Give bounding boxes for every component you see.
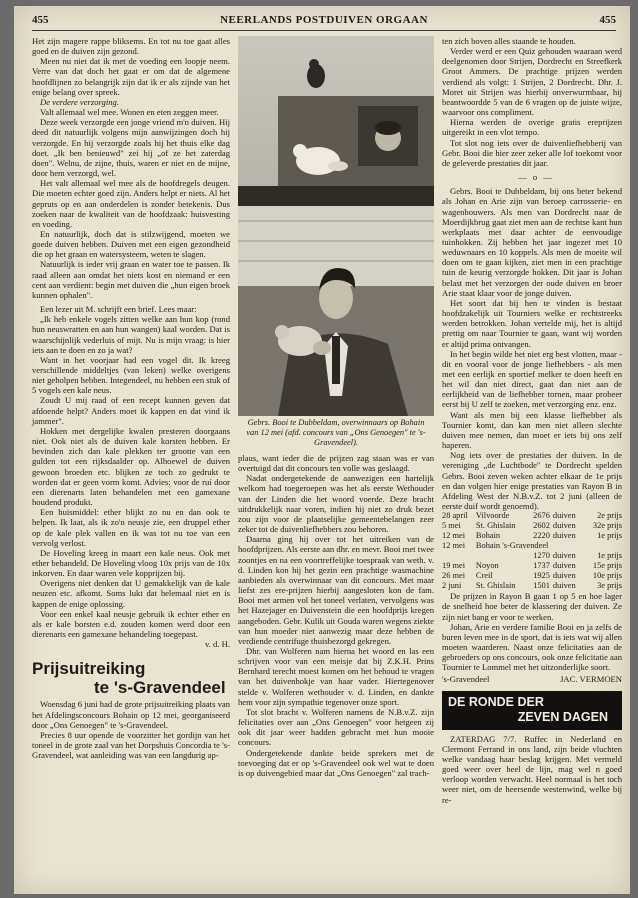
paragraph: En natuurlijk, doch dat is stilzwijgend, moeten we goede duiven hebben. Duiven met een eigen gezondheid die op het graan en watersysteem, weten te slagen. [32,228,230,260]
paragraph: Nog iets over de prestaties der duiven. In de vereniging „de Luchtbode" te Dordrecht spelden Gebrs. Booi zeven weken achter elkaar de 1e prijs en dan volgen hier enige prestaties van Rayon B in Afdeling West der N.B.v.Z. tot 2 juni (alleen de eerste duif wordt genoemd). [442,450,622,512]
paragraph: Daarna ging hij over tot het uitreiken van de hoofdprijzen. Als eerste aan dhr. en mevr. Booi met twee zoontjes en na een voortreffelijke toespraak van weth. v. d. Linden kon hij het gezin een prachtige wasmachine aanbieden als overwinnaar van dit concours. Met maar liefst zes ere-prijzen hierbij aangesloten kon de fam. Booi met armen vol het toneel verlaten, vervolgens was het Hazejager en Duivenstein die een hoofdprijs kregen aangeboden. Gebr. Kulik uit Gouda waren wegens ziekte van hun moeder niet aanwezig maar deze hebben de verdiende centrifuge thuisbezorgd gekregen. [238,534,434,646]
table-row [442,531,622,541]
results-unit: duiven [552,581,576,591]
magazine-page [14,6,630,894]
paragraph: Meen nu niet dat ik met de voeding een loopje neem. Verre van dat doch het gaat er om dat de algemene hoofdlijnen zo belangrijk zijn dat ik er als zijnde van het enige belang over spreek. [32,56,230,97]
paragraph: Tot slot bracht v. Wolferen namens de N.B.v.Z. zijn felicitaties over aan „Ons Genoegen" voor hetgeen zij ook dit jaar weer hadden gebracht met hun mooie concours. [238,706,434,748]
paragraph: Dhr. van Wolferen nam hierna het woord en las een schrijven voor van een meisje dat bij Z.K.H. Prins Bernhard terecht moest komen om het behoud te vragen van het duivenhokje van haar vader. Hiertegenover stelde v. Wolferen wethouder v. d. Linden, en dankte hem voor zijn sympathie tegenover onze sport. [238,645,434,707]
paragraph: Zoudt U mij raad of een recept kunnen geven dat afdoende helpt? Anders moet ik kappen en dat vind ik jammer". [32,395,230,426]
results-date: 26 mei [442,571,466,581]
signature-name: JAC. VERMOEN [560,674,622,685]
results-unit: duiven [552,571,576,581]
paragraph: In het begin wilde het niet erg best vlotten, maar - dit en vooral voor de jonge liefhebbers - als men met een eerlijk en sportief melker te doen heeft en het wil dan niet direct, gaat dan niet aan de eerlijkheid van de liefhebber tornen, maar probeer eerst bij U zelf te zoeken, met verzorging enz. enz. [442,348,622,410]
results-place: St. Ghislain [475,581,516,591]
section-separator: — o — [518,172,554,183]
paragraph: ten zich boven alles staande te houden. [442,36,576,46]
paragraph: Want in het voorjaar had een vogel dit. Ik kreeg verschillende middeltjes (van leken) welke overigens niet geholpen hebben. Integendeel, nu hebben een stuk of 5 vogels een kale neus. [32,354,230,396]
paragraph: Woensdag 6 juni had de grote prijsuitreiking plaats van het Afdelingsconcours Bohain op 12 mei, georganiseerd door „Ons Genoegen" te 's-Gravendeel. [32,699,230,730]
results-unit: duiven [552,511,576,521]
results-date: 28 april [442,511,468,521]
results-count: 1925 [533,571,550,581]
paragraph: Tot slot nog iets over de duivenliefhebberij van Gebr. Booi die hier zeer zeker alle lof toekomt voor de geleverde prestaties dit jaar. [442,137,622,168]
results-count: 1737 [533,561,550,571]
heading-line-1: Prijsuitreiking [32,659,146,679]
results-date: 19 mei [442,561,466,571]
results-count: 2220 [533,531,550,541]
results-count: 2602 [533,521,550,531]
results-count: 1501 [533,581,550,591]
paragraph: plaus, want ieder die de prijzen zag staan was er van overtuigd dat dit concours ten volle was geslaagd. [238,453,434,474]
paragraph: Overigens niet denken dat U gemakkelijk van de kale neuzen etc. afkomt. Soms lukt dat helemaal niet en is kappen de enige oplossing. [32,578,230,609]
paragraph: De prijzen in Rayon B gaan 1 op 5 en hoe lager de snelheid hoe beter de klassering der duiven. Ze zijn niet bang er voor te werken. [442,591,622,622]
results-place: Bohain 's-Gravendeel [475,541,549,551]
paragraph: ZATERDAG 7/7. Ruffec in Nederland en Clermont Ferrand in ons land, zijn beide vluchten welke vandaag haar beslag krijgen. Met vermeld goed weer over heel de lijn, mag wel n goed verloop worden verwacht. Heel normaal is het toch weer niet, om de heersende westenwind, welke bij re- [442,733,622,805]
results-prize: 32e prijs [592,521,622,531]
paragraph: Valt allemaal wel mee. Wonen en eten zeggen meer. [40,107,219,118]
column-middle [238,453,434,778]
paragraph: Het valt allemaal wel mee als de hoofdregels deugen. Die moeten echter goed zijn. Anders helpt er niets. Al het gepruts op en aan onderdelen is zonder betekenis. Dus zoeken naar de kwaliteit van de hoofdzaak: huisvesting en voeding. [32,178,230,229]
photo-man-with-pigeon [238,36,434,416]
author-signature: v. d. H. [205,639,230,650]
results-place [476,551,528,561]
paragraph: Ondergetekende dankte beide sprekers met de toevoeging dat er op 's-Gravendeel ook wel wat te doen is op duivengebied maar dat „Ons Genoegen" zal trach- [238,747,434,778]
paragraph: Voor een enkel kaal neusje gebruik ik echter ether en als er kale borsten e.d. zouden komen werd door een dierenarts een gamexane behandeling toegepast. [32,608,230,640]
heading-line-2: te 's-Gravendeel [94,678,226,698]
results-unit: duiven [552,531,576,541]
results-unit: duiven [552,521,576,531]
paragraph: Het soort dat bij hen te vinden is bestaat hoofdzakelijk uit Tourniers welke er rechtstreeks werden betrokken. Johan vertelde mij, het is altijd prettig om naar Tournier te gaan, want wij worden er altijd prima ontvangen. [442,297,622,349]
column-left [32,36,230,760]
table-row [442,541,622,551]
results-prize: 2e prijs [597,511,622,521]
paragraph: Natuurlijk is ieder vrij graan en water toe te passen. Ik raad alleen aan omdat het niets kost en niemand er een cent aan verdient: begin met duiven die „hun eigen broek kunnen ophalen". [32,259,230,300]
results-place: Bohain [475,531,501,541]
photo-illustration [238,36,434,416]
article-signature [442,674,622,684]
table-row [442,521,622,531]
paragraph: Precies 8 uur opende de voorzitter het gordijn van het toneel in de grote zaal van het Dorpshuis Concordia te 's-Gravendeel, wat aanleiding was van een langdurig ap- [32,729,230,761]
paragraph: Want als men bij een klasse liefhebber als Tournier komt, dan kan men niet alleen slechte duiven mee nemen, dan moet er iets bij ons zelf haperen. [442,409,622,451]
paragraph: Hokken met dergelijke kwalen presteren doorgaans niet. Ook niet als de duiven kale korsten hebben. Er bevinden zich dan kale plekken ter grootte van een gulden tot een rijksdaalder op. Alhoewel de duiven gewoon broeden etc. blijken ze toch zo gedrukt te worden dat er geen vorm komt. Advies: voor de ruí door een dierenarts laten behandelen met een gamexane houdend produkt. [32,425,230,508]
results-date: 5 mei [442,521,461,531]
paragraph: Johan, Arie en verdere familie Booi en ja zelfs de buren leven mee in de sport, dat is iets wat wij allen moeten waarderen. Naast onze felicitaties aan de gebroeders op ons concours, ook onze felicitatie aan Tournier te Lommel met het uitzonderlijke soort. [442,621,622,673]
results-prize: 1e prijs [597,551,622,561]
table-row [442,571,622,581]
results-count: 1270 [533,551,550,561]
table-row [442,581,622,591]
paragraph: Een lezer uit M. schrijft een brief. Lees maar: [40,304,197,315]
paragraph: Het zijn magere rappe bliksems. En tot nu toe gaat alles goed en de duiven zijn gezond. [32,36,230,57]
paragraph: Verder werd er een Quiz gehouden waaraan werd deelgenomen door Strijen, Dordrecht en Streefkerk Groot Ammers. De prachtige prijzen werden verdiend als volgt: 1 Strijen, 2 Dordrecht. Dhr. J. Moret uit Strijen was hierbij onverwurmbaar, hij beantwoordde 5 van de 6 vragen op de juiste wijze, waarvoor ons compliment. [442,46,622,118]
results-place: Vilvoorde [475,511,510,521]
results-date: 12 mei [442,531,466,541]
results-place: Noyon [475,561,499,571]
results-place: St. Ghislain [475,521,516,531]
banner-line-1: DE RONDE DER [448,694,544,709]
photo-caption: Gebrs. Booi te Dubbeldam, overwinnaars op Bohain van 12 mei (afd. concours van „Ons Genoegen" te 's-Gravendeel). [246,418,426,447]
results-prize: 3e prijs [597,581,622,591]
paragraph: De Hoveling kreeg in maart een kale neus. Ook met ether behandeld. De Hoveling vloog 10x prijs van de 10x inkorven. En daar waren vele kopprijzen bij. [32,547,230,579]
table-row [442,511,622,521]
results-prize: 15e prijs [592,561,622,571]
page-header [32,14,616,31]
paragraph: Een huismiddel: ether blijkt zo nu en dan ook te helpen. Ik laat, als ik zo'n neusje zie, een druppel ether op de kale plek vallen en ik was tot nu toe van een vervolg verlost. [32,507,230,548]
magazine-title: NEERLANDS POSTDUIVEN ORGAAN [220,14,428,26]
signature-place: 's-Gravendeel [442,674,490,685]
results-unit: duiven [552,551,576,561]
banner-line-2: ZEVEN DAGEN [517,709,608,724]
results-count: 2676 [533,511,550,521]
paragraph: Hierna werden de overige gratis ereprijzen uitgereikt in een vlot tempo. [442,117,622,138]
paragraph: „Ik heb enkele vogels zitten welke aan hun kop (rond hun neuswratten en aan hun wangen) kaal worden. Dat is waarschijnlijk vederluis of mijt. Nu is mijn vraag: is hier iets aan te doen en zo ja wat? [32,314,230,355]
column-right [442,36,622,805]
results-date: 12 mei [442,541,466,551]
table-row [442,561,622,571]
subheading: De verdere verzorging. [40,96,119,107]
results-date: 2 juni [442,581,462,591]
results-date [442,551,476,561]
page-number-left: 455 [32,14,49,26]
results-place: Creil [475,571,493,581]
paragraph: Gebrs. Booi te Dubbeldam, bij ons beter bekend als Johan en Arie zijn van beroep carrosserie- en wagenbouwers. Als men van Dordrecht naar de Moerdijkbrug gaat ziet men aan de rechtse kant hun werkplaats met daar achter de eenvoudige tuinhokken. Zij hebben het jaar ingezet met 10 weduwnaars en 10 koppels. Als men de moeite wil doen om te gaan kijken, ziet men in een prachtige tuin de keurig verzorgde hokken. Dit jaar is Johan belast met het verzorgen der oude duiven en broer Arie staat klaar voor de jonge duiven. [442,186,622,298]
section-banner [442,691,622,730]
results-table [442,511,622,591]
results-prize: 1e prijs [597,531,622,541]
paragraph: Deze week verzorgde een jonge vriend m'n duiven. Hij deed dit natuurlijk volgens mijn aanwijzingen doch hij verzorgde. En hij verzorgde zoals hij het thuis elke dag doet. „Ik ben benieuwd" zei hij „of ze het zaterdag doen". Welnu, de zijne, thuis, waren er niet en de mijne, door hem verzorgd, wel. [32,117,230,179]
page-number-right: 455 [599,14,616,26]
table-row [442,551,622,561]
results-prize: 10e prijs [592,571,622,581]
paragraph: Nadat ondergetekende de aanwezigen een hartelijk welkom had toegeroepen was het als eerste Wethouder van der Linden die het woord voerde. Deze bracht uitdrukkelijk naar voren, indien hij niet zo druk bezet zou zijn voor de plaatselijke gemeentebelangen zeer zeker tot de duivenliefhebbers zou behoren. [238,473,434,535]
results-unit: duiven [552,561,576,571]
article-heading [32,659,230,697]
